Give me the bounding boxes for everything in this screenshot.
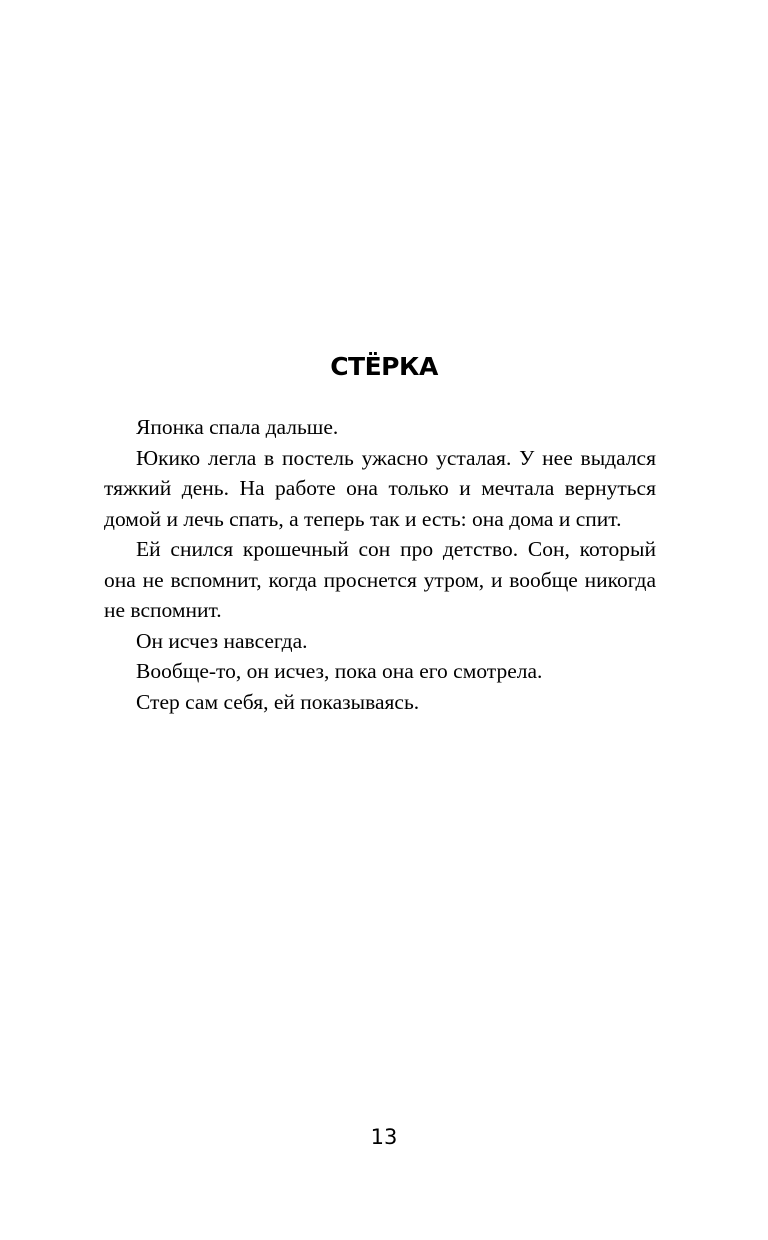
paragraph-4: Он исчез навсегда. [136,628,308,653]
chapter-body [104,412,656,717]
paragraph-2: Юкико легла в постель ужасно усталая. У нее выдался тяжкий день. На работе она только и мечтала вернуться домой и лечь спать, а теперь так и есть: она дома и спит. [104,445,656,531]
paragraph-6: Стер сам себя, ей показываясь. [136,689,420,714]
chapter-title: СТЁРКА [330,352,438,381]
paragraph-1: Японка спала дальше. [136,415,339,439]
paragraph-3: Ей снился крошечный сон про детство. Сон, который она не вспомнит, когда проснется утром, и вообще никогда не вспомнит. [104,537,656,622]
paragraph-5: Вообще-то, он исчез, пока она его смотрела. [136,659,543,683]
page-number: 13 [370,1125,398,1149]
